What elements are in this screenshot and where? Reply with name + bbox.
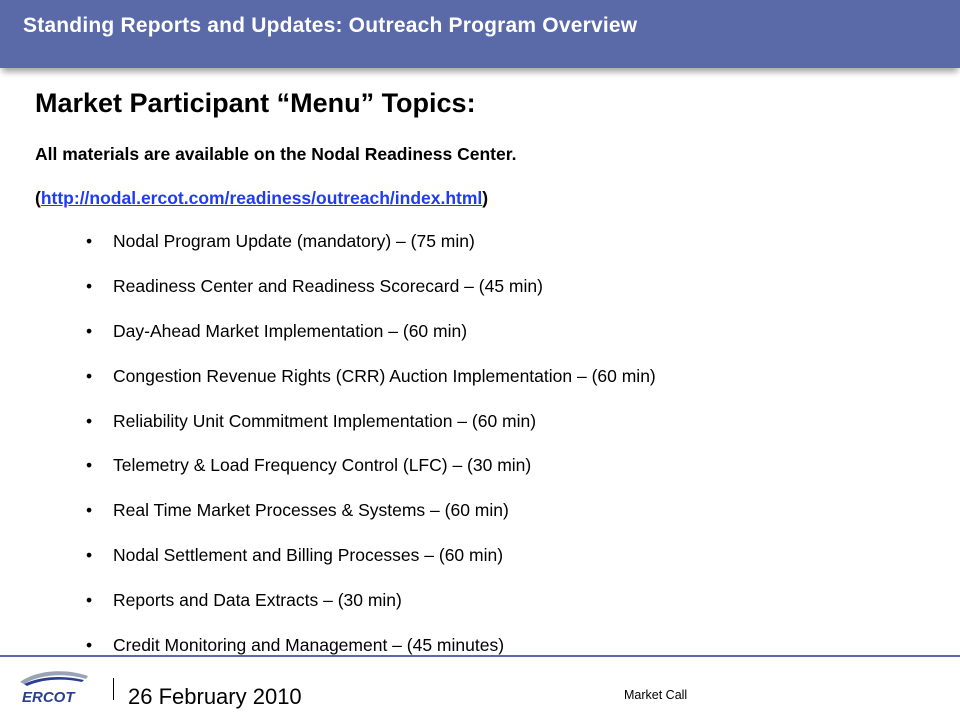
bullet-icon: •: [86, 231, 93, 251]
bullet-icon: •: [86, 320, 93, 341]
topic-label: Reports and Data Extracts – (30 min): [113, 590, 402, 611]
footer-date: 26 February 2010: [128, 684, 302, 709]
bullet-icon: •: [86, 365, 93, 386]
topic-label: Real Time Market Processes & Systems – (60 min): [113, 500, 509, 521]
topic-label: Telemetry & Load Frequency Control (LFC) – (30 min): [113, 455, 532, 476]
bullet-icon: •: [86, 500, 93, 521]
slide-title: Standing Reports and Updates: Outreach Program Overview: [23, 14, 638, 37]
footer-divider-line: [0, 655, 960, 657]
link-open-paren: (: [35, 188, 41, 208]
intro-text: All materials are available on the Nodal Readiness Center.: [35, 144, 517, 164]
topic-item: [86, 411, 656, 456]
topic-label: Credit Monitoring and Management – (45 minutes): [113, 635, 505, 656]
footer-label: Market Call: [624, 688, 688, 702]
link-line: [35, 188, 488, 209]
link-close-paren: ): [482, 188, 489, 208]
title-bar: [0, 0, 960, 68]
topic-item: [86, 545, 656, 590]
slide-heading: Market Participant “Menu” Topics:: [35, 88, 476, 118]
topic-item: [86, 455, 656, 500]
topic-label: Nodal Program Update (mandatory) – (75 min): [113, 231, 475, 251]
readiness-center-link[interactable]: http://nodal.ercot.com/readiness/outreach/index.html: [40, 188, 483, 208]
topic-label: Reliability Unit Commitment Implementation – (60 min): [113, 410, 537, 431]
bullet-icon: •: [86, 635, 93, 656]
bullet-icon: •: [86, 590, 93, 611]
ercot-logo: [16, 668, 92, 708]
topic-label: Readiness Center and Readiness Scorecard – (45 min): [113, 275, 543, 296]
topic-item: [86, 590, 656, 635]
topic-item: [86, 276, 656, 321]
topic-item: [86, 635, 656, 680]
topic-label: Nodal Settlement and Billing Processes – (60 min): [113, 545, 504, 566]
bullet-icon: •: [86, 410, 93, 431]
topic-label: Day-Ahead Market Implementation – (60 min): [113, 320, 468, 341]
topic-item: [86, 321, 656, 366]
topics-list: [86, 231, 656, 680]
svg-text:ERCOT: ERCOT: [22, 689, 75, 706]
topic-item: [86, 500, 656, 545]
bullet-icon: •: [86, 275, 93, 296]
topic-label: Congestion Revenue Rights (CRR) Auction Implementation – (60 min): [113, 365, 656, 386]
bullet-icon: •: [86, 545, 93, 566]
topic-item: [86, 366, 656, 411]
bullet-icon: •: [86, 455, 93, 476]
footer-vertical-divider: [113, 678, 114, 700]
topic-item: [86, 231, 656, 276]
